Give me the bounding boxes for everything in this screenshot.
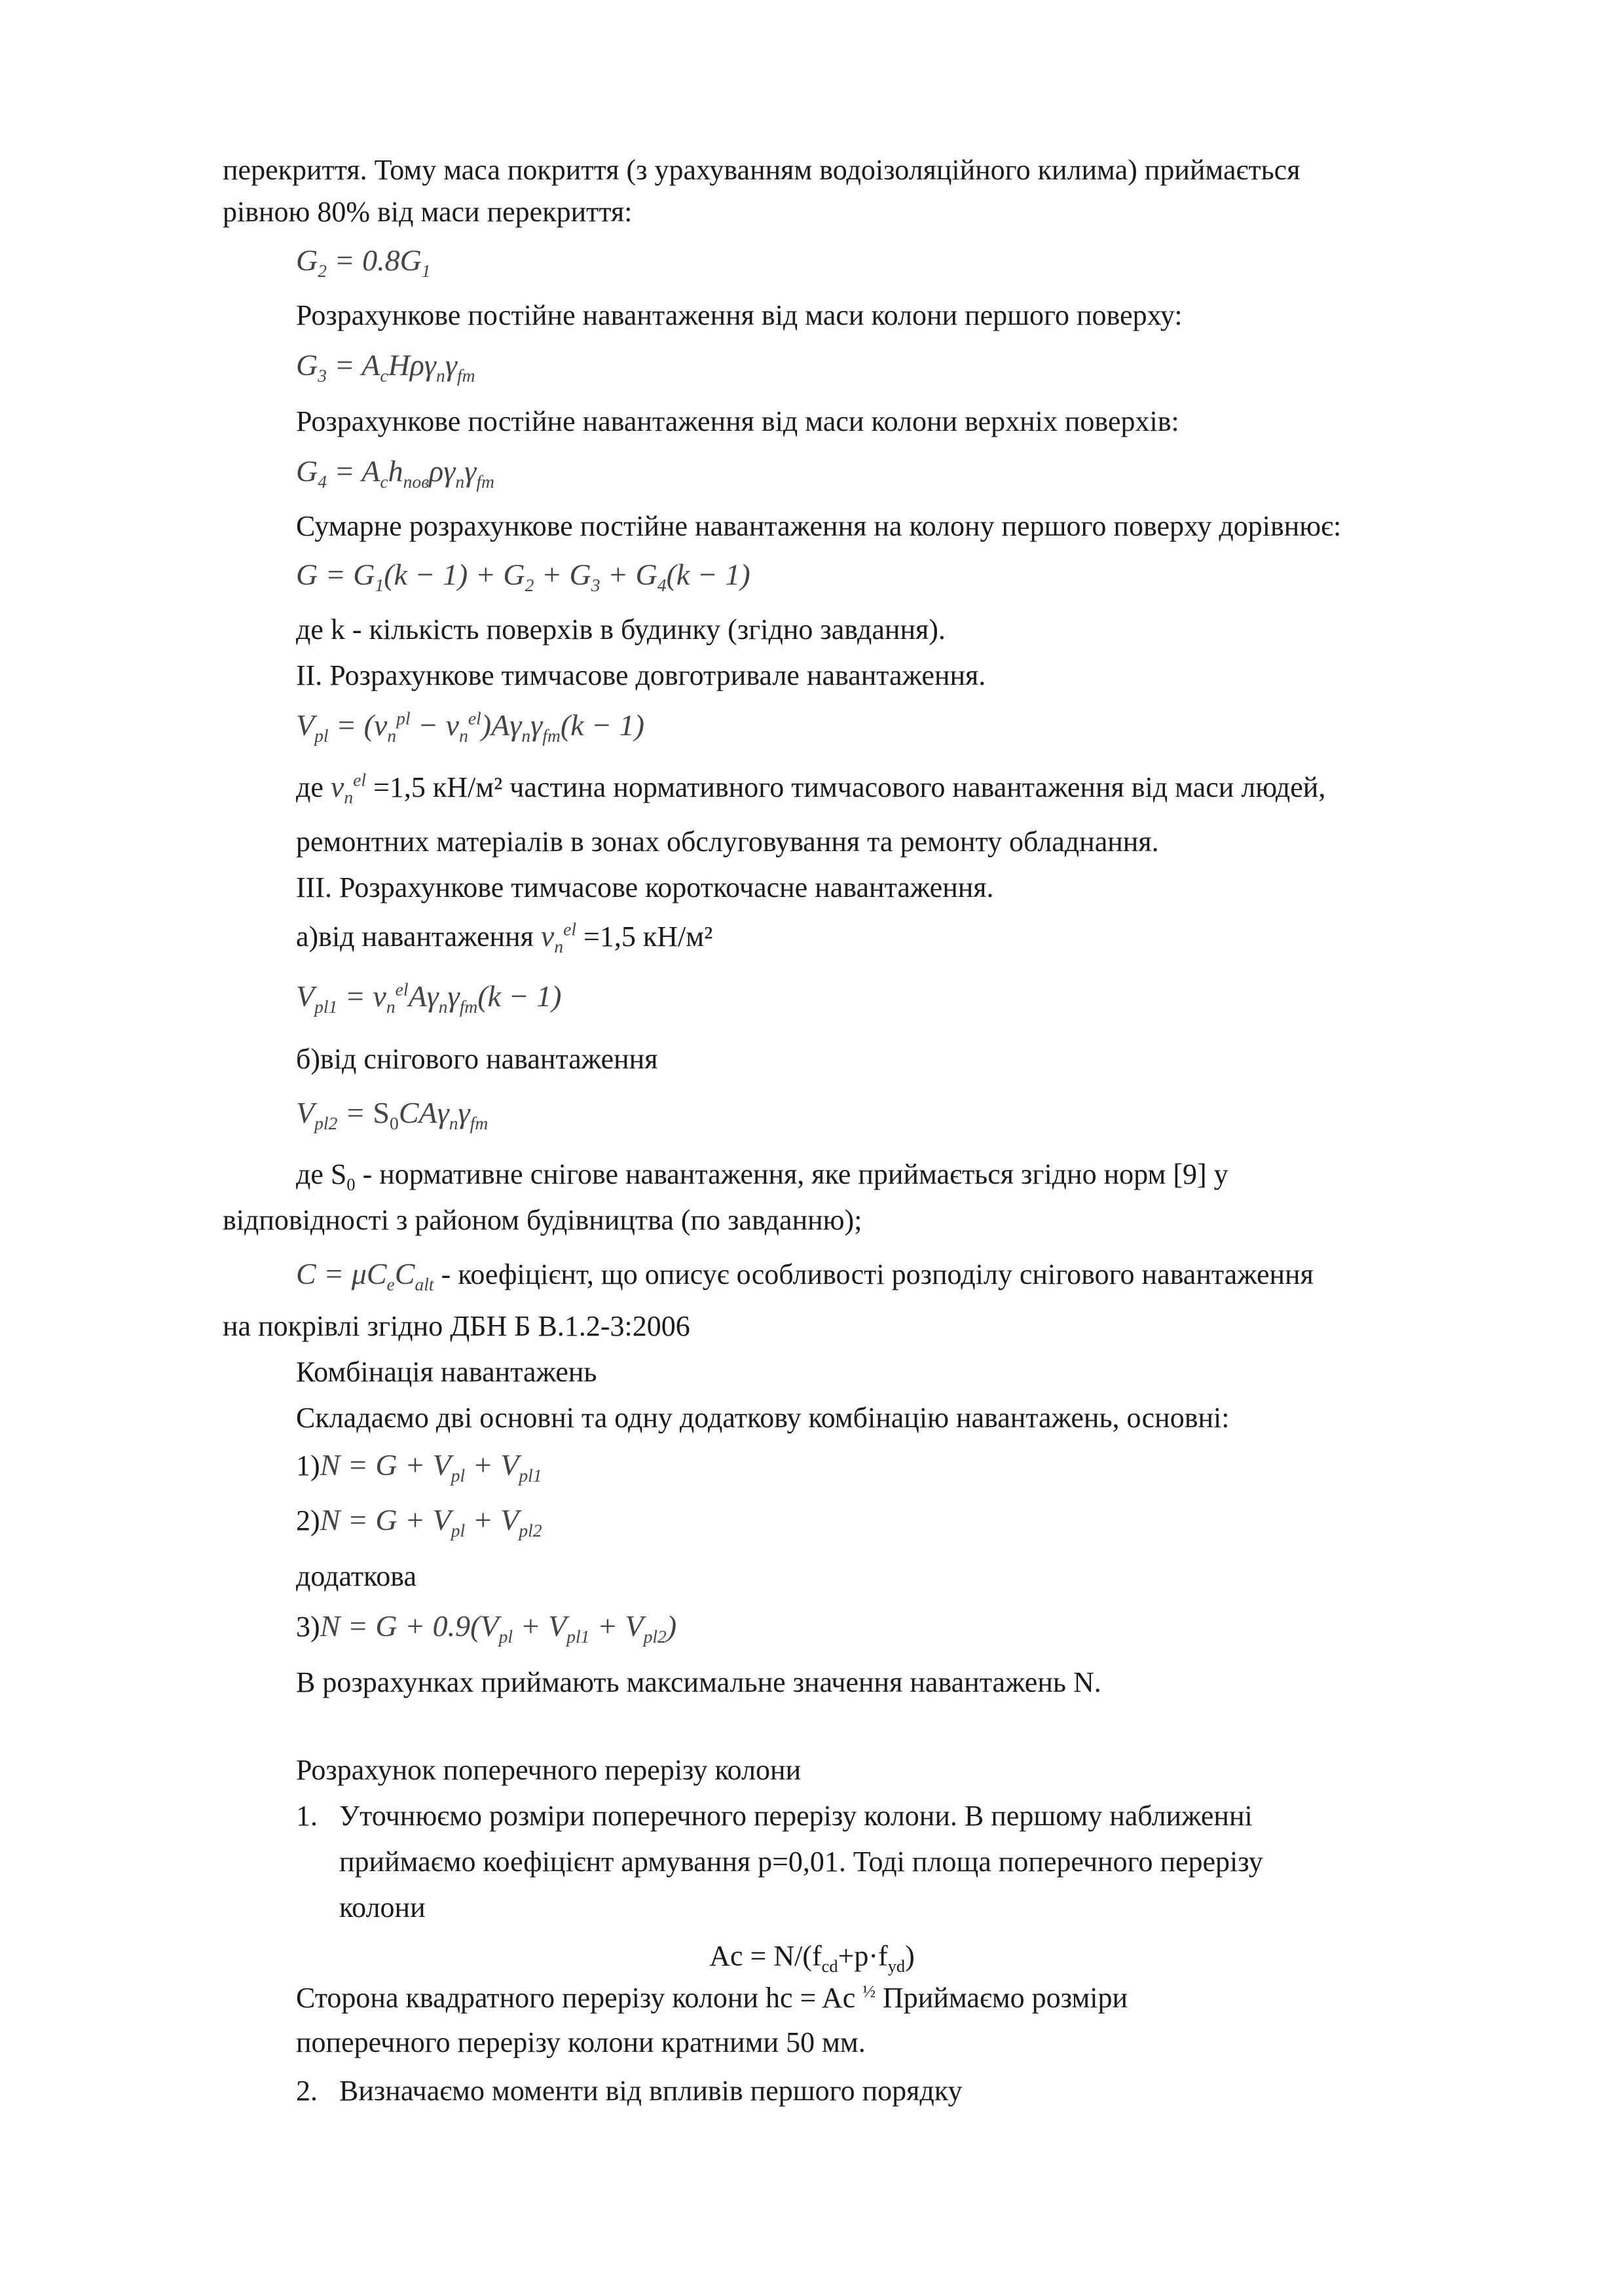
text-s0a: де S — [296, 1158, 347, 1190]
paragraph-line — [296, 1256, 1314, 1293]
paragraph-line: де k - кількість поверхів в будинку (згідно завдання). — [296, 613, 946, 646]
text-de: де — [296, 771, 323, 803]
paragraph-line: Складаємо дві основні та одну додаткову комбінацію навантажень, основні: — [296, 1402, 1230, 1434]
formula-vpl1: $V_{pl1} = v_n^{el}A\gamma_n\gamma_{fm}(k - 1)$ — [296, 979, 562, 1017]
text-vel-def: =1,5 кН/м² частина нормативного тимчасового навантаження від маси людей, — [373, 771, 1326, 803]
formula-g: $G = G_1(k - 1) + G_2 + G_3 + G_4(k - 1)$ — [296, 558, 750, 596]
paragraph-line — [296, 918, 712, 955]
section-heading: Комбінація навантажень — [296, 1356, 597, 1388]
list-item-line: приймаємо коефіцієнт армування p=0,01. Тоді площа поперечного перерізу — [339, 1846, 1263, 1878]
paragraph-line: Сумарне розрахункове постійне навантаження на колону першого поверху дорівнює: — [296, 510, 1342, 542]
list-item-line: Визначаємо моменти від впливів першого порядку — [339, 2075, 963, 2107]
text-a-val: =1,5 кН/м² — [583, 920, 713, 953]
paragraph-line: Розрахункове постійне навантаження від маси колони першого поверху: — [296, 299, 1183, 331]
comb-number: 1) — [296, 1449, 320, 1482]
combination-2: $2)N = G + V_{pl} + V_{pl2}$ — [296, 1503, 542, 1541]
combination-1: $1)N = G + V_{pl} + V_{pl1}$ — [296, 1448, 542, 1486]
paragraph-line: на покрівлі згідно ДБН Б В.1.2-3:2006 — [223, 1310, 690, 1342]
section-heading: Розрахунок поперечного перерізу колони — [296, 1754, 802, 1786]
paragraph-line: де $S_0$ - нормативне снігове навантаження, яке приймається згідно норм [9] у — [296, 1158, 1228, 1194]
paragraph-line: поперечного перерізу колони кратними 50 мм. — [296, 2026, 866, 2058]
paragraph-line: ремонтних матеріалів в зонах обслуговування та ремонту обладнання. — [296, 826, 1159, 858]
paragraph-line: б)від снігового навантаження — [296, 1043, 658, 1075]
text-s0b: - нормативне снігове навантаження, яке приймається згідно норм [9] у — [355, 1158, 1228, 1190]
formula-ac: $Ac = N/(f_{cd}+p\cdot f_{yd})$ — [709, 1940, 915, 1976]
paragraph-line: В розрахунках приймають максимальне значення навантажень N. — [296, 1666, 1101, 1698]
symbol-vnel: $v_n^{el}$ — [330, 769, 367, 808]
text-a-label: а)від навантаження — [296, 920, 534, 953]
list-number: 2. — [296, 2075, 318, 2107]
formula-c: $C = \mu C_eC_{alt}$ — [296, 1257, 434, 1295]
text-c-desc: - коефіцієнт, що описує особливості розподілу снігового навантаження — [434, 1258, 1314, 1290]
formula-vpl: $V_{pl} = (v_n^{pl} - v_n^{el})A\gamma_n\gamma_{fm}(k - 1)$ — [296, 708, 644, 746]
section-heading: ІІ. Розрахункове тимчасове довготривале навантаження. — [296, 659, 986, 691]
combination-3: $3)N = G + 0.9(V_{pl} + V_{pl1} + V_{pl2})$ — [296, 1609, 677, 1647]
symbol-vnel: $v_n^{el}$ — [540, 919, 577, 957]
section-heading: ІІІ. Розрахункове тимчасове короткочасне навантаження. — [296, 871, 994, 903]
comb-number: 2) — [296, 1504, 320, 1537]
paragraph-line — [296, 769, 1325, 806]
paragraph-line: додаткова — [296, 1560, 416, 1592]
list-number: 1. — [296, 1800, 318, 1832]
paragraph-line: перекриття. Тому маса покриття (з урахуванням водоізоляційного килима) приймається — [223, 154, 1301, 186]
comb-number: 3) — [296, 1611, 320, 1643]
paragraph-line: Розрахункове постійне навантаження від маси колони верхніх поверхів: — [296, 405, 1179, 437]
formula-g3: $G_3 = A_cH\rho\gamma_n\gamma_{fm}$ — [296, 348, 475, 386]
paragraph-line: рівною 80% від маси перекриття: — [223, 196, 633, 228]
list-item-line: Уточнюємо розміри поперечного перерізу колони. В першому наближенні — [339, 1800, 1253, 1832]
list-item-line: колони — [339, 1891, 426, 1923]
formula-g4: $G_4 = A_ch_{пов}\rho\gamma_n\gamma_{fm}$ — [296, 454, 494, 492]
formula-vpl2: $V_{pl2} = S_0CA\gamma_n\gamma_{fm}$ — [296, 1096, 489, 1134]
paragraph-line: відповідності з районом будівництва (по завданню); — [223, 1204, 862, 1236]
paragraph-line: Сторона квадратного перерізу колони hc = Ac $^{\frac{1}{2}}$ Приймаємо розміри — [296, 1981, 1128, 2014]
formula-g2: $G_2 = 0.8G_1$ — [296, 244, 431, 282]
